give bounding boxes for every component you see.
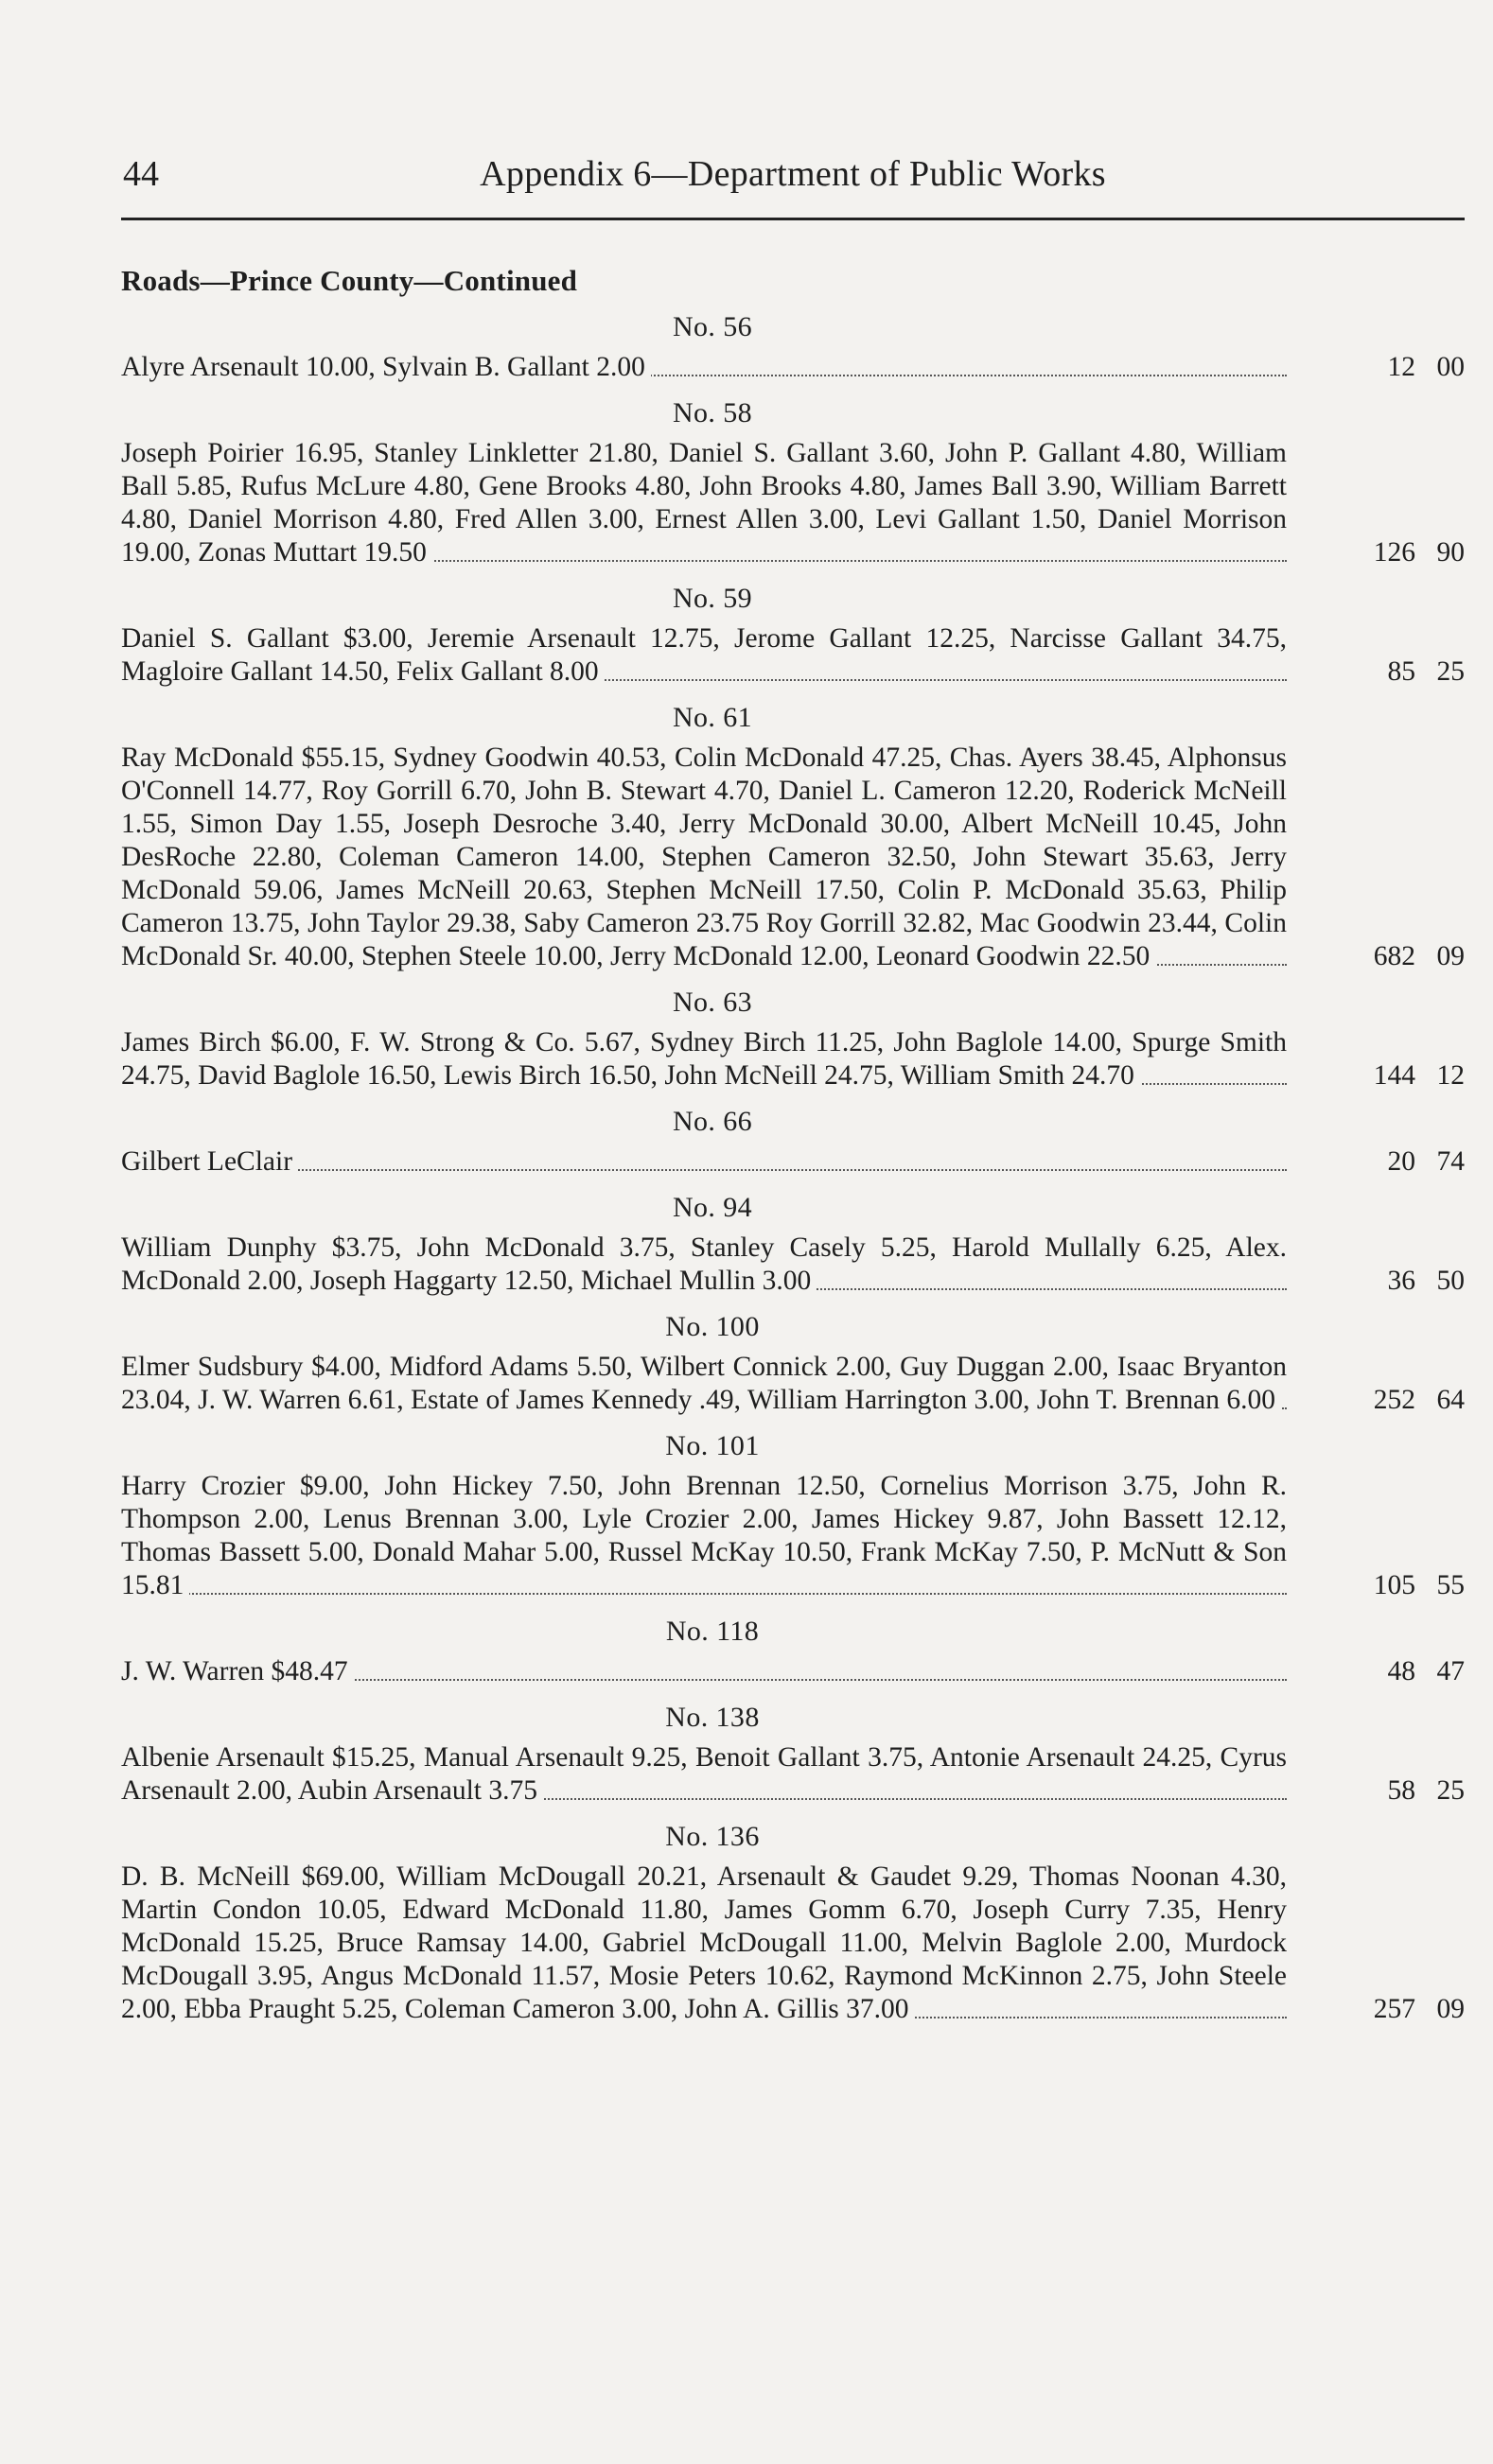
entry-text bbox=[121, 1026, 1287, 1092]
entry-amount bbox=[1287, 1569, 1465, 1602]
entry-body bbox=[121, 1861, 1465, 2026]
entry-payees: James Birch $6.00, F. W. Strong & Co. 5.67, Sydney Birch 11.25, John Baglole 14.00, Spurge Smith 24.75, David Baglole 16.50, Lewis Birch 16.50, John McNeill 24.75, William Smith 24.70 bbox=[121, 1027, 1287, 1091]
entry-item bbox=[121, 1821, 1465, 2026]
entry-body bbox=[121, 622, 1465, 689]
entry-body bbox=[121, 1232, 1465, 1298]
entry-number: No. 101 bbox=[665, 1430, 760, 1461]
amount-cents: 74 bbox=[1436, 1146, 1465, 1177]
entry-payees: Harry Crozier $9.00, John Hickey 7.50, John Brennan 12.50, Cornelius Morrison 3.75, John R. Thompson 2.00, Lenus Brennan 3.00, Lyle Crozier 2.00, James Hickey 9.87, John Bassett 12.12, Thomas Bassett 5.00, Donald Mahar 5.00, Russel McKay 10.50, Frank McKay 7.50, P. McNutt & Son 15.81 bbox=[121, 1471, 1287, 1600]
entry-number: No. 63 bbox=[672, 987, 753, 1018]
entry-amount bbox=[1287, 1993, 1465, 2026]
amount-dollars: 144 bbox=[1373, 1060, 1415, 1091]
entry-payees: Daniel S. Gallant $3.00, Jeremie Arsenault 12.75, Jerome Gallant 12.25, Narcisse Gallant 34.75, Magloire Gallant 14.50, Felix Gallant 8.00 bbox=[121, 623, 1287, 687]
amount-dollars: 58 bbox=[1387, 1775, 1415, 1806]
page-number: 44 bbox=[123, 154, 159, 194]
entry-text bbox=[121, 742, 1287, 973]
amount-cents: 25 bbox=[1436, 656, 1465, 687]
amount-cents: 64 bbox=[1436, 1385, 1465, 1415]
entry-amount bbox=[1287, 1059, 1465, 1092]
entry-text bbox=[121, 622, 1287, 689]
entry-number: No. 118 bbox=[665, 1616, 760, 1647]
entry-item bbox=[121, 1430, 1465, 1602]
amount-dollars: 36 bbox=[1387, 1266, 1415, 1296]
entry-amount bbox=[1287, 940, 1465, 973]
amount-cents: 55 bbox=[1436, 1570, 1465, 1600]
header-rule bbox=[121, 218, 1465, 220]
entry-number: No. 59 bbox=[672, 583, 753, 614]
entry-text bbox=[121, 1655, 1287, 1688]
entry-payees: Gilbert LeClair bbox=[121, 1146, 298, 1177]
entry-body bbox=[121, 1655, 1465, 1688]
entry-item bbox=[121, 311, 1465, 384]
entry-payees: Ray McDonald $55.15, Sydney Goodwin 40.53, Colin McDonald 47.25, Chas. Ayers 38.45, Alphonsus O'Connell 14.77, Roy Gorrill 6.70, John B. Stewart 4.70, Daniel L. Cameron 12.20, Roderick McNeill 1.55, Simon Day 1.55, Joseph Desroche 3.40, Jerry McDonald 30.00, Albert McNeill 10.45, John DesRoche 22.80, Coleman Cameron 14.00, Stephen Cameron 32.50, John Stewart 35.63, Jerry McDonald 59.06, James McNeill 20.63, Stephen McNeill 17.50, Colin P. McDonald 35.63, Philip Cameron 13.75, John Taylor 29.38, Saby Cameron 23.75 Roy Gorrill 32.82, Mac Goodwin 23.44, Colin McDonald Sr. 40.00, Stephen Steele 10.00, Jerry McDonald 12.00, Leonard Goodwin 22.50 bbox=[121, 743, 1287, 971]
entry-item bbox=[121, 1616, 1465, 1688]
amount-dollars: 126 bbox=[1373, 537, 1415, 568]
entry-text bbox=[121, 1351, 1287, 1417]
entry-body bbox=[121, 1351, 1465, 1417]
running-title: Appendix 6—Department of Public Works bbox=[480, 154, 1106, 194]
entry-payees: Joseph Poirier 16.95, Stanley Linkletter 21.80, Daniel S. Gallant 3.60, John P. Gallant 4.80, William Ball 5.85, Rufus McLure 4.80, Gene Brooks 4.80, John Brooks 4.80, James Ball 3.90, William Barrett 4.80, Daniel Morrison 4.80, Fred Allen 3.00, Ernest Allen 3.00, Levi Gallant 1.50, Daniel Morrison 19.00, Zonas Muttart 19.50 bbox=[121, 438, 1287, 568]
entry-number: No. 58 bbox=[672, 397, 753, 428]
amount-dollars: 20 bbox=[1387, 1146, 1415, 1177]
entry-number: No. 66 bbox=[672, 1106, 753, 1137]
entry-item bbox=[121, 1702, 1465, 1808]
entry-text bbox=[121, 1470, 1287, 1602]
entry-amount bbox=[1287, 655, 1465, 689]
entry-amount bbox=[1287, 1265, 1465, 1298]
entry-amount bbox=[1287, 536, 1465, 569]
section-title: Roads—Prince County—Continued bbox=[121, 264, 578, 297]
entry-item bbox=[121, 987, 1465, 1092]
entry-number: No. 100 bbox=[665, 1311, 760, 1342]
amount-dollars: 105 bbox=[1373, 1570, 1415, 1600]
entry-amount bbox=[1287, 1655, 1465, 1688]
entry-amount bbox=[1287, 1145, 1465, 1179]
entry-text bbox=[121, 1145, 1287, 1179]
page-header bbox=[121, 142, 1465, 208]
entry-payees: Elmer Sudsbury $4.00, Midford Adams 5.50, Wilbert Connick 2.00, Guy Duggan 2.00, Isaac Bryanton 23.04, J. W. Warren 6.61, Estate of James Kennedy .49, William Harrington 3.00, John T. Brennan 6.00 bbox=[121, 1352, 1287, 1415]
entry-payees: J. W. Warren $48.47 bbox=[121, 1656, 354, 1686]
amount-dollars: 682 bbox=[1373, 941, 1415, 971]
entries-list bbox=[121, 311, 1465, 2026]
entry-text bbox=[121, 1861, 1287, 2026]
entry-payees: William Dunphy $3.75, John McDonald 3.75, Stanley Casely 5.25, Harold Mullally 6.25, Alex. McDonald 2.00, Joseph Haggarty 12.50, Michael Mullin 3.00 bbox=[121, 1232, 1287, 1296]
amount-dollars: 48 bbox=[1387, 1656, 1415, 1686]
amount-cents: 12 bbox=[1436, 1060, 1465, 1091]
entry-amount bbox=[1287, 1774, 1465, 1808]
entry-body bbox=[121, 1741, 1465, 1808]
entry-item bbox=[121, 702, 1465, 973]
amount-cents: 00 bbox=[1436, 352, 1465, 382]
entry-text bbox=[121, 351, 1287, 384]
entry-payees: Alyre Arsenault 10.00, Sylvain B. Gallant 2.00 bbox=[121, 352, 651, 382]
entry-body bbox=[121, 1145, 1465, 1179]
entry-body bbox=[121, 1026, 1465, 1092]
entry-payees: D. B. McNeill $69.00, William McDougall 20.21, Arsenault & Gaudet 9.29, Thomas Noonan 4.30, Martin Condon 10.05, Edward McDonald 11.80, James Gomm 6.70, Joseph Curry 7.35, Henry McDonald 15.25, Bruce Ramsay 14.00, Gabriel McDougall 11.00, Melvin Baglole 2.00, Murdock McDougall 3.95, Angus McDonald 11.57, Mosie Peters 10.62, Raymond McKinnon 2.75, John Steele 2.00, Ebba Praught 5.25, Coleman Cameron 3.00, John A. Gillis 37.00 bbox=[121, 1861, 1287, 2024]
amount-dollars: 252 bbox=[1373, 1385, 1415, 1415]
entry-amount bbox=[1287, 351, 1465, 384]
entry-item bbox=[121, 1311, 1465, 1417]
entry-amount bbox=[1287, 1384, 1465, 1417]
amount-dollars: 85 bbox=[1387, 656, 1415, 687]
entry-item bbox=[121, 397, 1465, 569]
entry-body bbox=[121, 1470, 1465, 1602]
entry-text bbox=[121, 437, 1287, 569]
entry-number: No. 138 bbox=[665, 1702, 760, 1733]
entry-number: No. 56 bbox=[672, 311, 753, 342]
entry-text bbox=[121, 1232, 1287, 1298]
amount-dollars: 257 bbox=[1373, 1994, 1415, 2024]
amount-cents: 09 bbox=[1436, 1994, 1465, 2024]
entry-item bbox=[121, 1192, 1465, 1298]
amount-cents: 90 bbox=[1436, 537, 1465, 568]
entry-number: No. 136 bbox=[665, 1821, 760, 1852]
entry-item bbox=[121, 583, 1465, 689]
amount-dollars: 12 bbox=[1387, 352, 1415, 382]
entry-number: No. 61 bbox=[672, 702, 753, 733]
entry-body bbox=[121, 351, 1465, 384]
amount-cents: 09 bbox=[1436, 941, 1465, 971]
entry-body bbox=[121, 742, 1465, 973]
entry-number: No. 94 bbox=[672, 1192, 753, 1223]
amount-cents: 50 bbox=[1436, 1266, 1465, 1296]
amount-cents: 47 bbox=[1436, 1656, 1465, 1686]
entry-body bbox=[121, 437, 1465, 569]
amount-cents: 25 bbox=[1436, 1775, 1465, 1806]
entry-text bbox=[121, 1741, 1287, 1808]
entry-item bbox=[121, 1106, 1465, 1179]
document-page bbox=[121, 142, 1465, 2026]
entry-payees: Albenie Arsenault $15.25, Manual Arsenault 9.25, Benoit Gallant 3.75, Antonie Arsenault 24.25, Cyrus Arsenault 2.00, Aubin Arsenault 3.75 bbox=[121, 1742, 1287, 1806]
